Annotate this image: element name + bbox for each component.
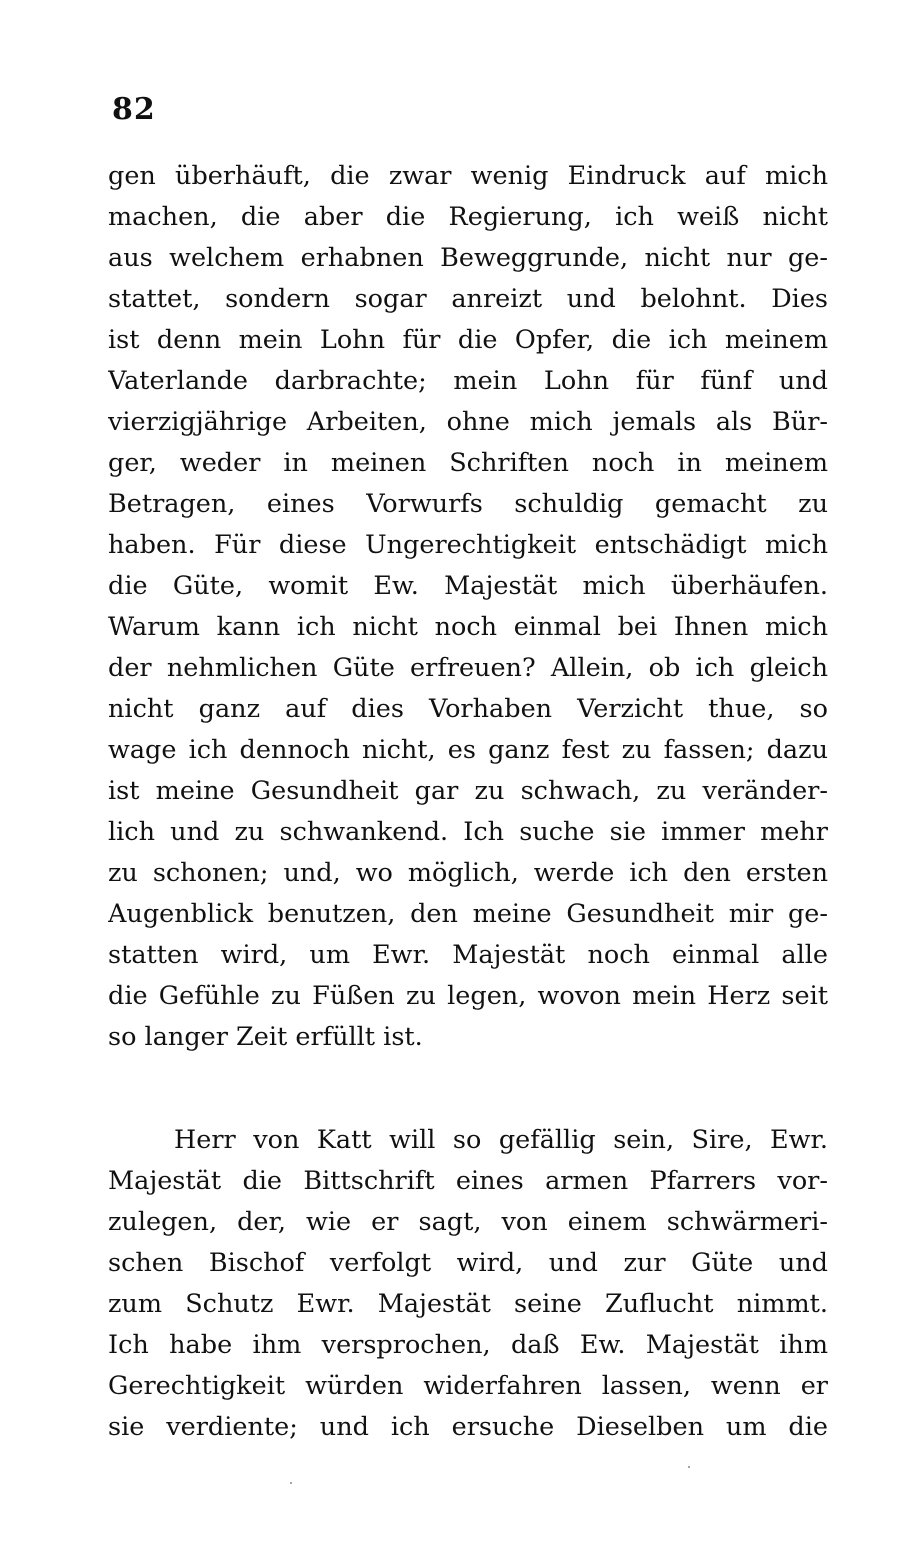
paragraph-2 xyxy=(108,1120,828,1448)
text-line: Ich habe ihm versprochen, daß Ew. Majestät ihm xyxy=(108,1330,828,1360)
text-line: nicht ganz auf dies Vorhaben Verzicht thue, so xyxy=(108,694,828,724)
text-line: die Güte, womit Ew. Majestät mich überhäufen. xyxy=(108,571,828,601)
text-line: aus welchem erhabnen Beweggrunde, nicht nur ge- xyxy=(108,243,828,273)
text-line: stattet, sondern sogar anreizt und belohnt. Dies xyxy=(108,284,828,314)
page-number: 82 xyxy=(112,92,156,127)
text-line: zu schonen; und, wo möglich, werde ich den ersten xyxy=(108,858,828,888)
text-line: die Gefühle zu Füßen zu legen, wovon mein Herz seit xyxy=(108,981,828,1011)
text-line: sie verdiente; und ich ersuche Dieselben um die xyxy=(108,1412,828,1442)
text-line: ist meine Gesundheit gar zu schwach, zu veränder- xyxy=(108,776,828,806)
text-line: lich und zu schwankend. Ich suche sie immer mehr xyxy=(108,817,828,847)
text-line: der nehmlichen Güte erfreuen? Allein, ob ich gleich xyxy=(108,653,828,683)
text-line: Warum kann ich nicht noch einmal bei Ihnen mich xyxy=(108,612,828,642)
text-line: machen, die aber die Regierung, ich weiß nicht xyxy=(108,202,828,232)
text-line: ger, weder in meinen Schriften noch in meinem xyxy=(108,448,828,478)
text-line: vierzigjährige Arbeiten, ohne mich jemals als Bür- xyxy=(108,407,828,437)
text-line: Gerechtigkeit würden widerfahren lassen, wenn er xyxy=(108,1371,828,1401)
paragraph-1 xyxy=(108,156,828,1058)
text-line: Vaterlande darbrachte; mein Lohn für fünf und xyxy=(108,366,828,396)
text-line: gen überhäuft, die zwar wenig Eindruck auf mich xyxy=(108,161,828,191)
text-line: Betragen, eines Vorwurfs schuldig gemacht zu xyxy=(108,489,828,519)
text-line: schen Bischof verfolgt wird, und zur Güte und xyxy=(108,1248,828,1278)
text-line: zum Schutz Ewr. Majestät seine Zuflucht nimmt. xyxy=(108,1289,828,1319)
paper-speck xyxy=(290,1482,292,1484)
text-line: Majestät die Bittschrift eines armen Pfarrers vor- xyxy=(108,1166,828,1196)
text-line: Herr von Katt will so gefällig sein, Sire, Ewr. xyxy=(174,1125,828,1155)
text-line: statten wird, um Ewr. Majestät noch einmal alle xyxy=(108,940,828,970)
text-line: Augenblick benutzen, den meine Gesundheit mir ge- xyxy=(108,899,828,929)
text-line: ist denn mein Lohn für die Opfer, die ich meinem xyxy=(108,325,828,355)
text-line: zulegen, der, wie er sagt, von einem schwärmeri- xyxy=(108,1207,828,1237)
text-line: so langer Zeit erfüllt ist. xyxy=(108,1022,423,1052)
text-line: haben. Für diese Ungerechtigkeit entschädigt mich xyxy=(108,530,828,560)
paper-speck xyxy=(688,1466,690,1468)
text-line: wage ich dennoch nicht, es ganz fest zu fassen; dazu xyxy=(108,735,828,765)
